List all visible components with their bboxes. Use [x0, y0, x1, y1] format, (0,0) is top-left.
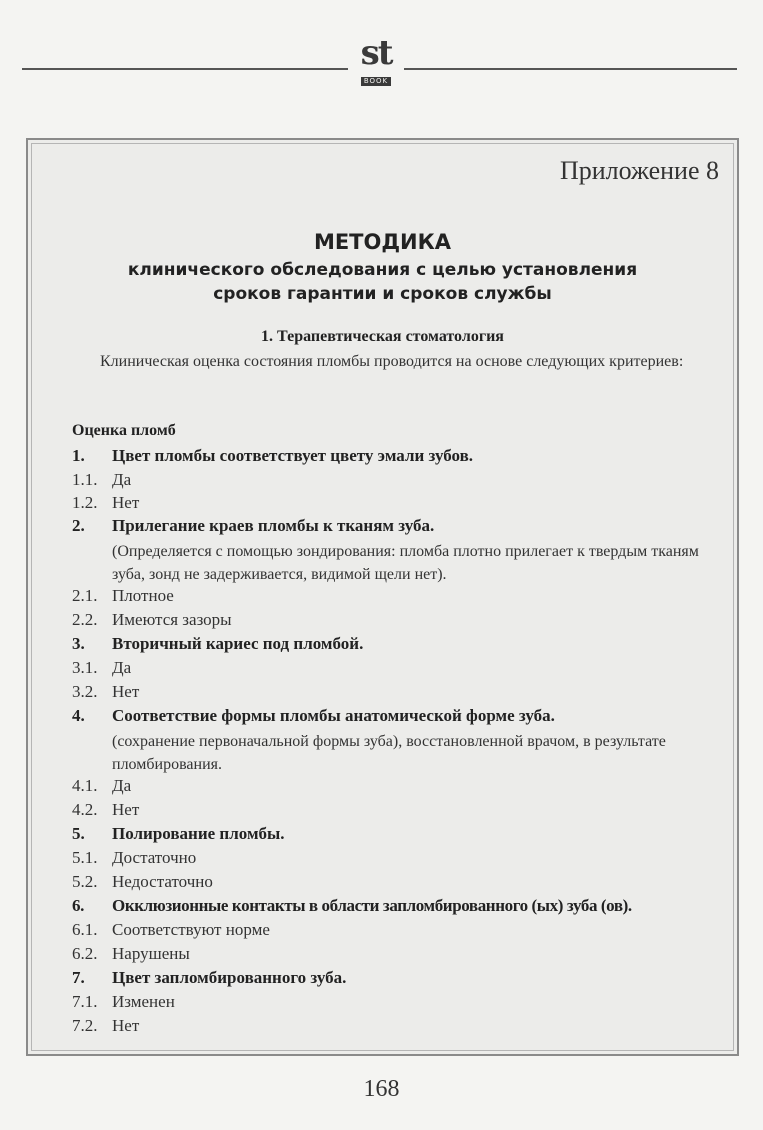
logo-text: st [360, 33, 392, 73]
criterion-7: 7. Цвет запломбированного зуба. [72, 968, 347, 987]
criterion-2-note: (Определяется с помощью зондирования: пломба плотно прилегает к твердым тканям зуба, зонд не задерживается, видимой щели нет). [112, 543, 699, 583]
option-5-2: 5.2. Недостаточно [72, 872, 213, 891]
document-title: МЕТОДИКА [313, 230, 452, 254]
criterion-6: 6. Окклюзионные контакты в области запломбированного (ых) зуба (ов). [72, 896, 632, 915]
content-frame [26, 138, 739, 1056]
publisher-logo [348, 33, 404, 86]
option-3-2: 3.2. Нет [72, 682, 140, 701]
option-7-1: 7.1. Изменен [72, 992, 175, 1011]
option-4-1: 4.1. Да [72, 776, 132, 795]
header-rule-left [22, 68, 348, 70]
criterion-5: 5. Полирование пломбы. [72, 824, 285, 843]
subtitle-line-1: клинического обследования с целью установления [127, 260, 638, 280]
option-1-2: 1.2. Нет [72, 493, 140, 512]
criterion-4-note: (сохранение первоначальной формы зуба), восстановленной врачом, в результате пломбирования. [112, 733, 666, 773]
logo-subtext: BOOK [361, 77, 391, 86]
criterion-4: 4. Соответствие формы пломбы анатомической форме зуба. [72, 706, 555, 725]
criterion-3: 3. Вторичный кариес под пломбой. [72, 634, 364, 653]
header-rule-right [404, 68, 737, 70]
option-6-1: 6.1. Соответствуют норме [72, 920, 270, 939]
option-2-2: 2.2. Имеются зазоры [72, 610, 232, 629]
option-7-2: 7.2. Нет [72, 1016, 140, 1035]
section-heading: 1. Терапевтическая стоматология [261, 328, 504, 345]
criterion-2: 2. Прилегание краев пломбы к тканям зуба. [72, 516, 435, 535]
intro-paragraph: Клиническая оценка состояния пломбы проводится на основе следующих критериев: [100, 353, 684, 370]
appendix-label: Приложение 8 [559, 156, 719, 185]
option-5-1: 5.1. Достаточно [72, 848, 197, 867]
subtitle-line-2: сроков гарантии и сроков службы [213, 284, 552, 304]
option-4-2: 4.2. Нет [72, 800, 140, 819]
page-number: 168 [363, 1076, 400, 1102]
list-title: Оценка пломб [72, 422, 176, 439]
document-subtitle [28, 258, 737, 306]
option-1-1: 1.1. Да [72, 470, 132, 489]
option-6-2: 6.2. Нарушены [72, 944, 190, 963]
criterion-1: 1. Цвет пломбы соответствует цвету эмали зубов. [72, 446, 474, 465]
option-3-1: 3.1. Да [72, 658, 132, 677]
option-2-1: 2.1. Плотное [72, 586, 174, 605]
